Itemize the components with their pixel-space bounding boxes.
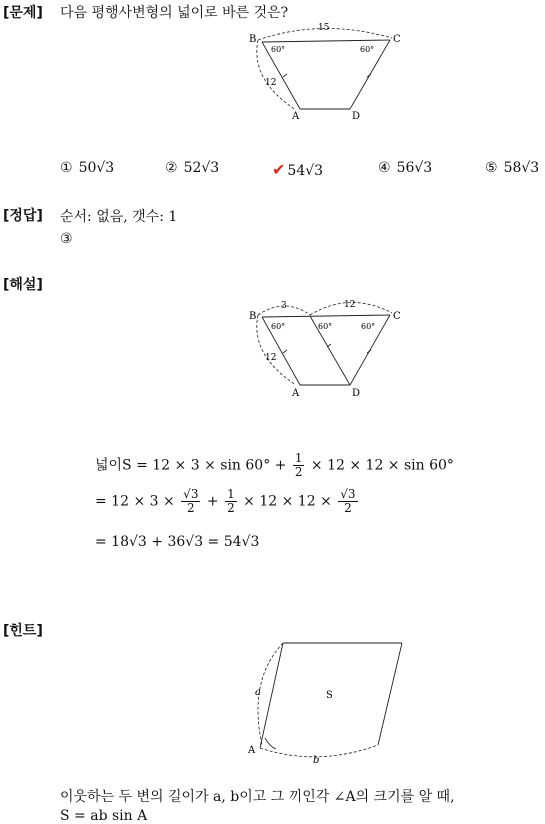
choice-3-value: 54√3 (287, 163, 324, 179)
explanation-figure (0, 295, 545, 405)
fig1-label-C: C (393, 34, 401, 45)
frac-num: 1 (227, 487, 235, 501)
choice-3[interactable] (272, 160, 323, 179)
hint-fig-a: a (255, 687, 261, 698)
explanation-line3: = 18√3 + 36√3 = 54√3 (95, 534, 260, 550)
explanation-line2-frac1 (181, 488, 200, 515)
explanation-line2-frac3 (338, 488, 357, 515)
choice-4[interactable] (378, 160, 432, 176)
fig1-label-D: D (352, 111, 361, 122)
fig2-label-B: B (249, 311, 257, 322)
answer-label: [정답] (3, 208, 43, 224)
problem-figure (0, 20, 545, 150)
hint-line1: 이웃하는 두 변의 길이가 a, b이고 그 끼인각 ∠A의 크기를 알 때, (60, 789, 455, 805)
explanation-line2-frac2 (225, 488, 237, 515)
explanation-line2 (95, 488, 360, 515)
explanation-line2-a: = 12 × 3 × (95, 493, 180, 510)
fig2-angle-B: 60° (271, 322, 286, 331)
hint-label: [힌트] (3, 623, 43, 639)
hint-fig-b: b (313, 755, 320, 765)
frac-num: √3 (340, 487, 356, 501)
fig2-label-A: A (292, 388, 300, 399)
hint-figure (0, 635, 545, 765)
fig1-angle-B: 60° (271, 45, 286, 54)
frac-den: 2 (294, 465, 303, 479)
fig2-label-D: D (352, 388, 361, 399)
fig1-side-length: 12 (265, 78, 277, 88)
choice-4-value: 56√3 (396, 160, 433, 176)
explanation-label: [해설] (3, 277, 43, 293)
explanation-line2-c: × 12 × 12 × (238, 493, 337, 510)
hint-fig-S: S (326, 690, 333, 701)
explanation-line1-tail: × 12 × 12 × sin 60° (306, 457, 454, 474)
fig2-label-C: C (393, 311, 401, 322)
frac-den: 2 (227, 501, 235, 515)
fig1-label-A: A (292, 111, 300, 122)
explanation-line1-frac (293, 452, 305, 479)
frac-num: √3 (183, 487, 199, 501)
choice-1[interactable] (60, 160, 114, 176)
explanation-line1-text: 넓이S = 12 × 3 × sin 60° + (95, 457, 291, 474)
choice-2[interactable] (165, 160, 219, 176)
choice-5[interactable] (485, 160, 539, 176)
problem-question: 다음 평행사변형의 넓이로 바른 것은? (60, 5, 289, 21)
choice-4-num: ④ (378, 160, 391, 176)
fig1-top-length: 15 (318, 23, 330, 33)
fig1-angle-C: 60° (360, 45, 375, 54)
choice-2-value: 52√3 (183, 160, 220, 176)
fig1-label-B: B (249, 34, 257, 45)
answer-line2: ③ (60, 231, 73, 247)
choice-2-num: ② (165, 160, 178, 176)
frac-num: 1 (294, 451, 303, 465)
choice-1-num: ① (60, 160, 73, 176)
frac-den: 2 (186, 501, 195, 515)
problem-label: [문제] (3, 5, 43, 21)
checkmark-icon: ✔ (272, 160, 286, 179)
fig2-top-left: 3 (281, 301, 287, 311)
answer-line1: 순서: 없음, 갯수: 1 (60, 209, 178, 225)
frac-den: 2 (344, 501, 352, 515)
choice-5-value: 58√3 (503, 160, 540, 176)
fig2-angle-C: 60° (361, 322, 376, 331)
explanation-line2-b: + (202, 493, 224, 510)
hint-fig-A: A (248, 745, 256, 756)
choice-5-num: ⑤ (485, 160, 498, 176)
fig2-angle-mid: 60° (318, 322, 333, 331)
fig2-top-right: 12 (344, 300, 356, 310)
choice-1-value: 50√3 (78, 160, 115, 176)
explanation-line1 (95, 452, 454, 479)
fig2-side-length: 12 (265, 353, 277, 363)
hint-line2: S = ab sin A (60, 808, 148, 824)
